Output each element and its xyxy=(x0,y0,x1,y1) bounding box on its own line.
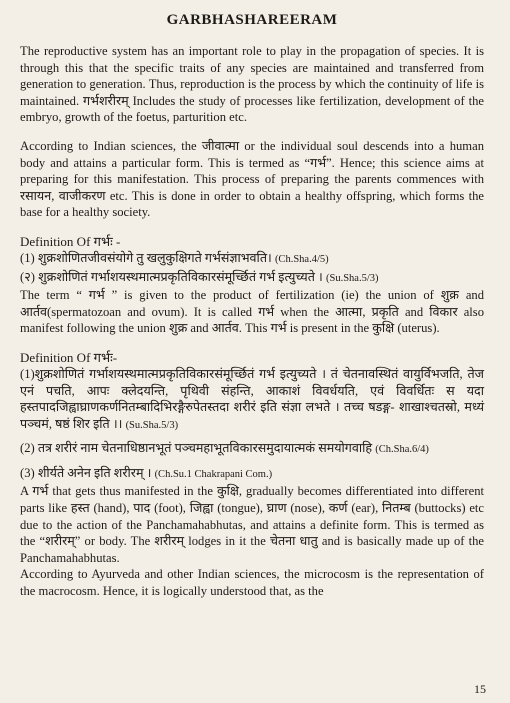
citation: (Ch.Sha.4/5) xyxy=(274,253,329,265)
sanskrit-verse: (1)शुक्रशोणितं गर्भाशयस्थमात्मप्रकृतिविकारसंमूर्च्छितं गर्भ इत्युच्यते । तं चेतनावस्थितं वायुर्विभजति, तेज एनं पचति, आपः क्लेदयन्ति, पृथिवी संहन्ति, आकाशं विवर्धयति, एवं विवर्धितः स यदा हस्तपादजिह्वाघ्राणकर्णनितम्बादिभिरङ्गैरुपेतस्तदा शरीरं इति संज्ञा लभते । तच्च षडङ्ग- शाखाश्चतस्रो, मध्यं पञ्चमं, षष्ठं शिर इति ।। xyxy=(20,366,484,431)
intro-paragraph: The reproductive system has an important role to play in the propagation of species. It is through this that the specific traits of any species are maintained and transferred from generation to generation. Thus, reproduction is the process by which the continuity of life is maintained. गर्भशरीरम् Includes the study of processes like fertilization, development of the embryo, growth of the foetus, parturition etc. xyxy=(20,44,484,125)
definition-1-explanation: The term “ गर्भ ” is given to the product of fertilization (ie) the union of शुक्र and आर्तव(spermatozoan and ovum). It is called गर्भ when the आत्मा, प्रकृति and विकार also manifest following the union शुक्र and आर्तव. This गर्भ is present in the कुक्षि (uterus). xyxy=(20,288,484,336)
soul-paragraph: According to Indian sciences, the जीवात्मा or the individual soul descends into a human body and attains a particular form. This is termed as “गर्भ”. Hence; this science aims at preparing for this manifestation. This process of preparing the parents commences with रसायन, वाजीकरण etc. This is done in order to obtain a healthy offspring, which forms the base for a healthy society. xyxy=(20,138,484,220)
sanskrit-verse: (२) शुक्रशोणितं गर्भाशयस्थमात्मप्रकृतिविकारसंमूर्च्छितं गर्भ इत्युच्यते । xyxy=(20,269,323,284)
definition-2-explanation: A गर्भ that gets thus manifested in the कुक्षि, gradually becomes differentiated into different parts like हस्त (hand), पाद (foot), जिह्वा (tongue), घ्राण (nose), कर्ण (ear), नितम्ब (buttocks) etc due to the action of the Panchamahabhutas, and attains a definite form. This is termed as the “शरीरम्” or body. The शरीरम् lodges in it the चेतना धातु and is basically made up of the Panchamahabhutas. xyxy=(20,484,484,565)
definition-1-line-1 xyxy=(20,250,484,269)
citation: (Ch.Sha.6/4) xyxy=(375,444,429,456)
definition-2-line-3 xyxy=(20,465,484,484)
page-number: 15 xyxy=(474,682,486,696)
definition-1-line-2 xyxy=(20,269,484,288)
definition-heading-1: Definition Of गर्भः - xyxy=(20,233,121,249)
citation: (Su.Sha.5/3) xyxy=(325,272,379,284)
citation: (Ch.Su.1 Chakrapani Com.) xyxy=(154,468,273,480)
sanskrit-verse: (1) शुक्रशोणितजीवसंयोगे तु खलुकुक्षिगते गर्भसंज्ञाभवति। xyxy=(20,250,272,265)
definition-2-line-2 xyxy=(20,440,484,459)
citation: (Su.Sha.5/3) xyxy=(125,419,179,431)
sanskrit-verse: (2) तत्र शरीरं नाम चेतनाधिष्ठानभूतं पञ्चमहाभूतविकारसमुदायात्मकं समयोगवाहि xyxy=(20,441,373,456)
sanskrit-verse: (3) शीर्यते अनेन इति शरीरम् । xyxy=(20,465,152,480)
definition-heading-2: Definition Of गर्भः- xyxy=(20,349,118,365)
page-title: GARBHASHAREERAM xyxy=(166,12,338,28)
definition-2-verse xyxy=(20,366,484,434)
microcosm-paragraph: According to Ayurveda and other Indian sciences, the microcosm is the representation of the macrocosm. Hence, it is logically understood that, as the xyxy=(20,567,484,599)
